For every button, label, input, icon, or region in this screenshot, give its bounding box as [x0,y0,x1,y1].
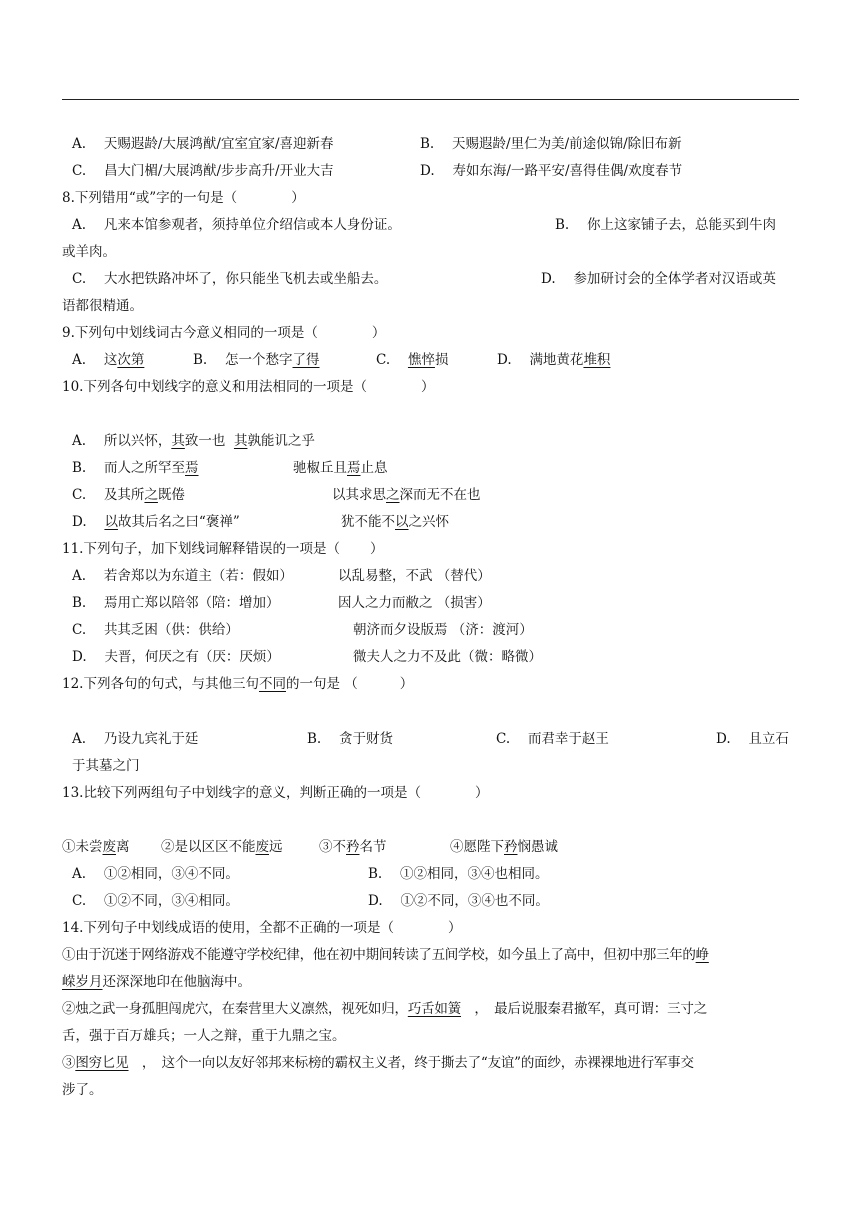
q13-option-d: D. ①②不同，③④也不同。 [368,893,549,909]
q7-option-c: C. 昌大门楣/大展鸿猷/步步高升/开业大吉 [72,163,334,179]
q11-option-a-2: 以乱易整，不武 （替代） [338,568,491,584]
q13-stem: 13.比较下列两组句子中划线字的意义，判断正确的一项是（ ） [62,785,489,801]
q7-option-d: D. 寿如东海/一路平安/喜得佳偶/欢度春节 [420,163,683,179]
q14-item-3-cont: 涉了。 [62,1082,103,1098]
q12-option-b: B. 贪于财货 [307,731,394,747]
q10-option-b-2: 驰椒丘且焉止息 [293,460,388,476]
q10-option-a: A. 所以兴怀，其致一也 其孰能讥之乎 [72,433,315,449]
q8-option-b: B. 你上这家铺子去，总能买到牛肉 [555,217,777,233]
q9-option-c: C. 憔悴损 [376,352,449,368]
q7-option-a: A. 天赐遐龄/大展鸿猷/宜室宜家/喜迎新春 [72,136,334,152]
q13-option-a: A. ①②相同，③④不同。 [72,866,239,882]
q8-option-d-cont: 语都很精通。 [62,298,143,314]
header-rule [62,99,799,100]
q13-sentence-2: ②是以区区不能废远 [161,839,283,855]
q14-item-1-cont: 嵘岁月还深深地印在他脑海中。 [62,974,251,990]
q8-option-a: A. 凡来本馆参观者，须持单位介绍信或本人身份证。 [72,217,401,233]
q13-sentence-3: ③不矜名节 [319,839,387,855]
q8-option-c: C. 大水把铁路冲坏了，你只能坐飞机去或坐船去。 [72,271,388,287]
q10-option-b: B. 而人之所罕至焉 [72,460,199,476]
q12-stem: 12.下列各句的句式，与其他三句不同的一句是 （ ） [62,676,414,692]
q13-option-b: B. ①②相同，③④也相同。 [368,866,549,882]
q11-option-a: A. 若舍郑以为东道主（若：假如） [72,568,293,584]
q10-option-c: C. 及其所之既倦 [72,487,185,503]
q12-option-d-cont: 于其墓之门 [72,758,140,774]
q10-option-d: D. 以故其后名之曰“褒禅” [72,514,240,530]
q10-option-c-2: 以其求思之深而无不在也 [332,487,481,503]
q14-item-3: ③图穷匕见 ， 这个一向以友好邻邦来标榜的霸权主义者，终于撕去了“友谊”的面纱，赤裸裸地进行军事交 [62,1055,694,1071]
q9-option-a: A. 这次第 [72,352,145,368]
q11-option-d-2: 微夫人之力不及此（微：略微） [353,649,542,665]
q13-sentence-1: ①未尝废离 [62,839,130,855]
q10-stem: 10.下列各句中划线字的意义和用法相同的一项是（ ） [62,379,435,395]
q10-option-d-2: 犹不能不以之兴怀 [341,514,449,530]
q9-option-d: D. 满地黄花堆积 [497,352,611,368]
q11-option-b-2: 因人之力而敝之 （损害） [338,595,491,611]
q11-option-c: C. 共其乏困（供：供给） [72,622,239,638]
q11-option-b: B. 焉用亡郑以陪邻（陪：增加） [72,595,280,611]
q14-item-2-cont: 舌，强于百万雄兵；一人之辩，重于九鼎之宝。 [62,1028,346,1044]
q14-item-2: ②烛之武一身孤胆闯虎穴，在秦营里大义凛然，视死如归，巧舌如簧 ， 最后说服秦君撤军，真可谓：三寸之 [62,1001,707,1017]
q8-stem: 8.下列错用“或”字的一句是（ ） [62,190,305,206]
q12-option-c: C. 而君幸于赵王 [496,731,609,747]
q13-sentence-4: ④愿陛下矜悯愚诚 [450,839,558,855]
q11-option-c-2: 朝济而夕设版焉 （济：渡河） [353,622,533,638]
q11-option-d: D. 夫晋，何厌之有（厌：厌烦） [72,649,280,665]
q13-option-c: C. ①②不同，③④相同。 [72,893,239,909]
q9-option-b: B. 怎一个愁字了得 [193,352,320,368]
q11-stem: 11.下列句子，加下划线词解释错误的一项是（ ） [62,541,384,557]
q12-option-d: D. 且立石 [716,731,789,747]
q7-option-b: B. 天赐遐龄/里仁为美/前途似锦/除旧布新 [420,136,682,152]
q8-option-b-cont: 或羊肉。 [62,244,116,260]
q14-item-1: ①由于沉迷于网络游戏不能遵守学校纪律，他在初中期间转读了五间学校，如今虽上了高中，但初中那三年的峥 [62,947,709,963]
q12-option-a: A. 乃设九宾礼于廷 [72,731,199,747]
q9-stem: 9.下列句中划线词古今意义相同的一项是（ ） [62,325,386,341]
q14-stem: 14.下列句子中划线成语的使用，全都不正确的一项是（ ） [62,920,462,936]
q8-option-d: D. 参加研讨会的全体学者对汉语或英 [541,271,776,287]
